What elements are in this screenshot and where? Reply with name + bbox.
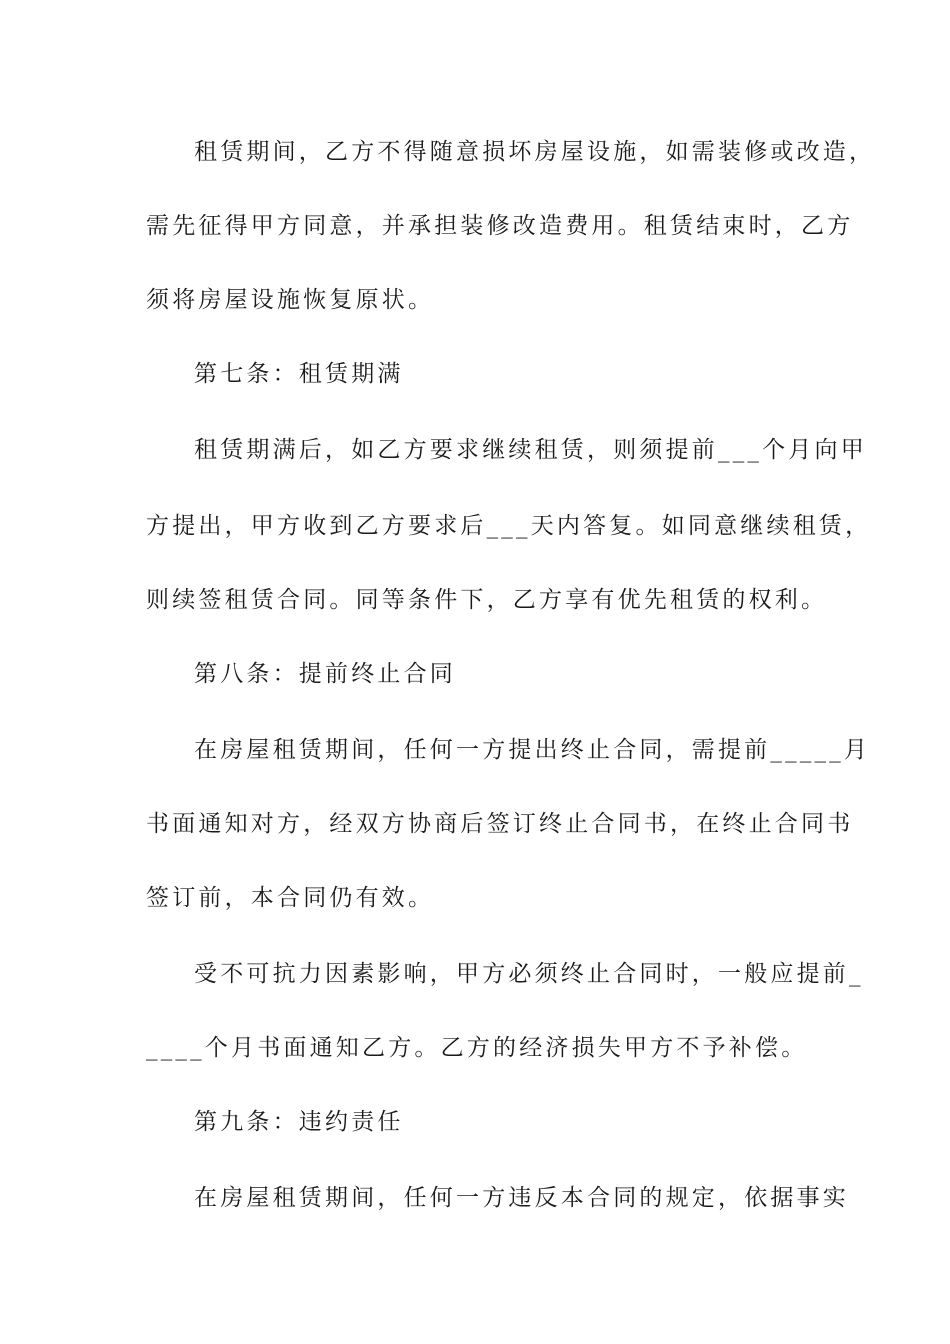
paragraph-line: 租赁期间，乙方不得随意损坏房屋设施，如需装修或改造， (194, 139, 876, 165)
paragraph-line: 租赁期满后，如乙方要求继续租赁，则须提前___个月向甲 (194, 437, 867, 463)
section-heading: 第七条：租赁期满 (194, 361, 404, 387)
paragraph-line: 方提出，甲方收到乙方要求后___天内答复。如同意继续租赁， (146, 513, 872, 539)
paragraph-line: 则续签租赁合同。同等条件下，乙方享有优先租赁的权利。 (146, 587, 828, 613)
paragraph-line: 须将房屋设施恢复原状。 (146, 287, 435, 313)
paragraph-line: 受不可抗力因素影响，甲方必须终止合同时，一般应提前_ (194, 961, 864, 987)
paragraph-line: 在房屋租赁期间，任何一方违反本合同的规定，依据事实 (194, 1185, 849, 1211)
section-heading: 第九条：违约责任 (194, 1109, 404, 1135)
paragraph-line: 书面通知对方，经双方协商后签订终止合同书，在终止合同书 (146, 811, 854, 837)
paragraph-line: 在房屋租赁期间，任何一方提出终止合同，需提前_____月 (194, 737, 871, 763)
paragraph-line: 签订前，本合同仍有效。 (146, 885, 435, 911)
paragraph-line: ____个月书面通知乙方。乙方的经济损失甲方不予补偿。 (146, 1035, 808, 1061)
paragraph-line: 需先征得甲方同意，并承担装修改造费用。租赁结束时，乙方 (146, 213, 854, 239)
section-heading: 第八条：提前终止合同 (194, 661, 456, 687)
